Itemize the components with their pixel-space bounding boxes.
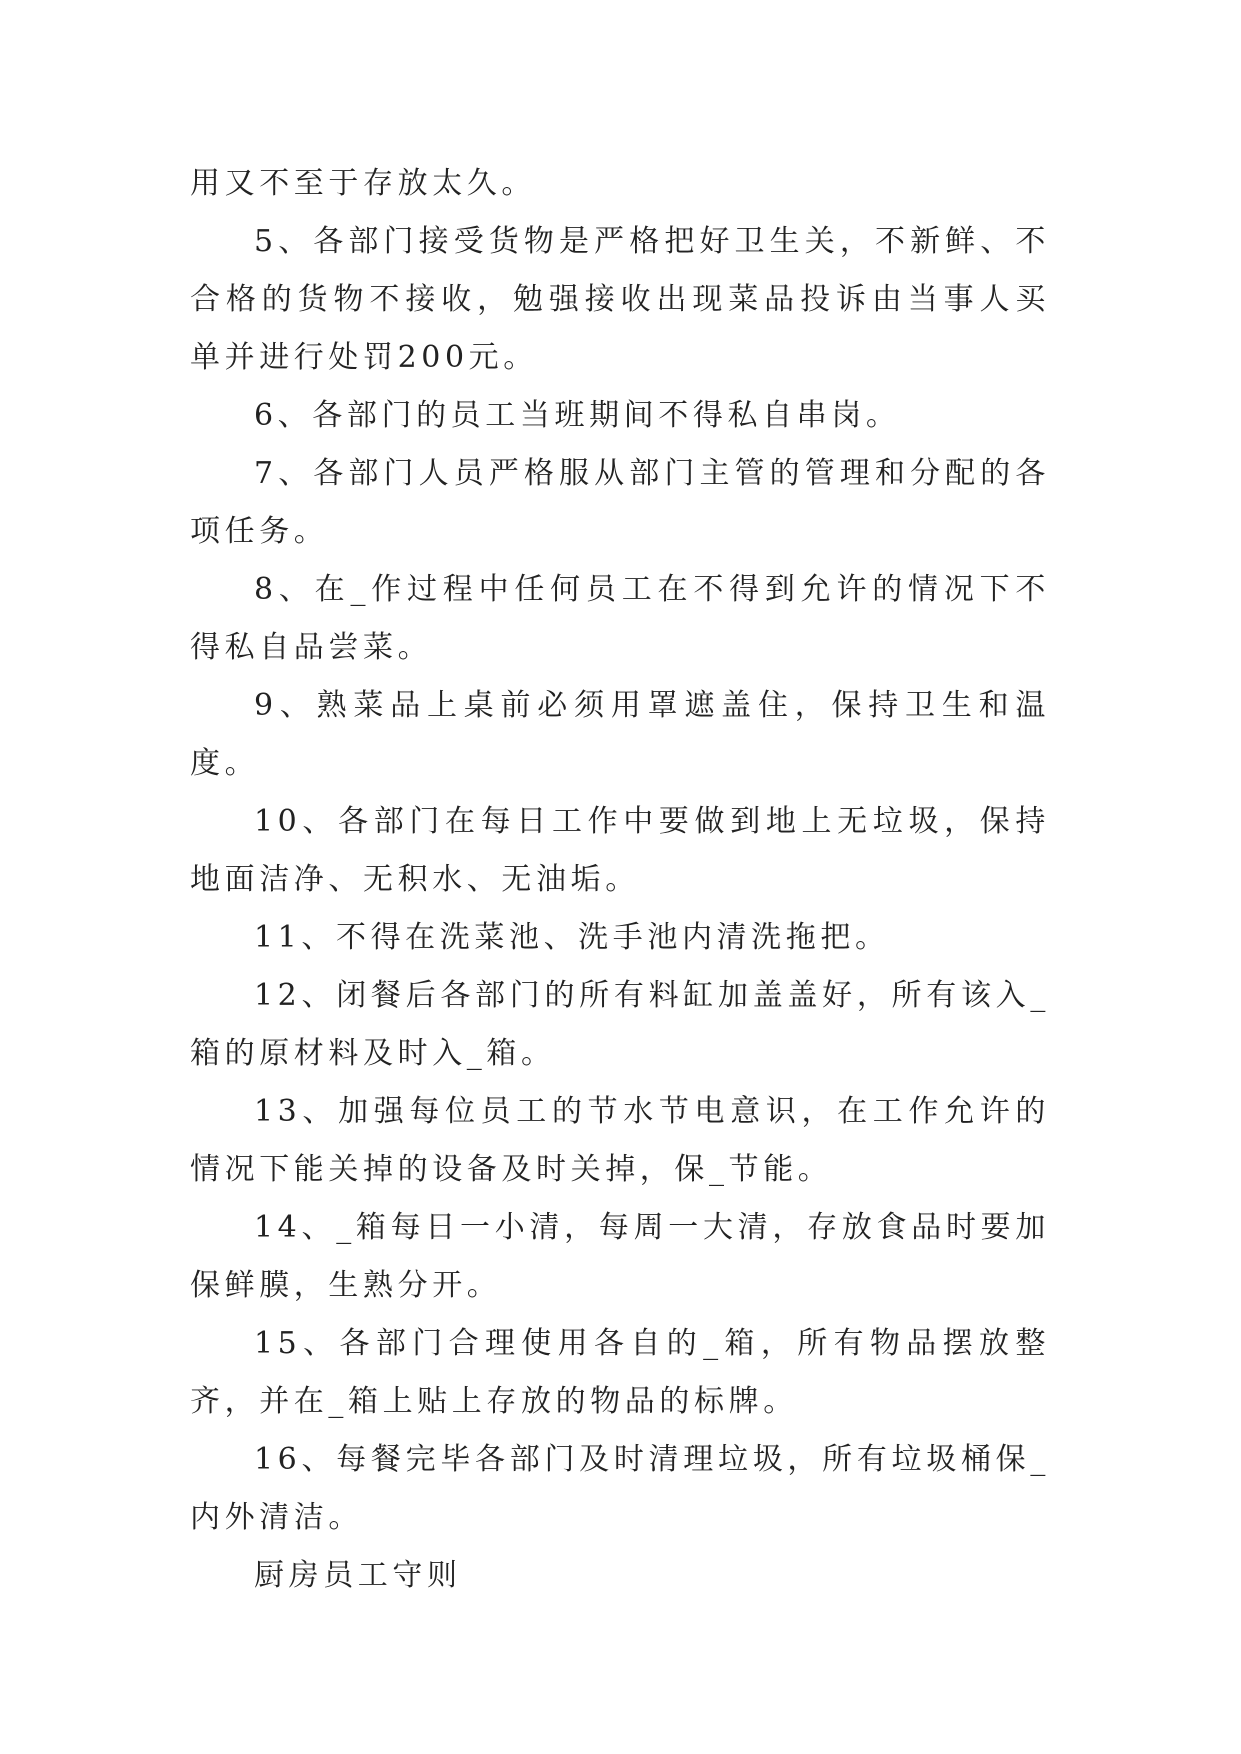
paragraph-rule-12: 12、闭餐后各部门的所有料缸加盖盖好，所有该入_箱的原材料及时入_箱。 xyxy=(190,978,1050,1071)
paragraph-rule-6: 6、各部门的员工当班期间不得私自串岗。 xyxy=(254,398,901,433)
paragraph-rule-16: 16、每餐完毕各部门及时清理垃圾，所有垃圾桶保_内外清洁。 xyxy=(190,1442,1050,1535)
paragraph-rule-13: 13、加强每位员工的节水节电意识，在工作允许的情况下能关掉的设备及时关掉，保_节能。 xyxy=(190,1094,1050,1187)
paragraph-rule-8: 8、在_作过程中任何员工在不得到允许的情况下不得私自品尝菜。 xyxy=(190,572,1050,665)
document-body xyxy=(190,155,1050,1605)
paragraph-rule-10: 10、各部门在每日工作中要做到地上无垃圾，保持地面洁净、无积水、无油垢。 xyxy=(190,804,1050,897)
paragraph-rule-5: 5、各部门接受货物是严格把好卫生关，不新鲜、不合格的货物不接收，勉强接收出现菜品投诉由当事人买单并进行处罚200元。 xyxy=(190,224,1050,375)
section-heading: 厨房员工守则 xyxy=(254,1558,462,1593)
paragraph-rule-14: 14、_箱每日一小清，每周一大清，存放食品时要加保鲜膜，生熟分开。 xyxy=(190,1210,1050,1303)
paragraph-rule-9: 9、熟菜品上桌前必须用罩遮盖住，保持卫生和温度。 xyxy=(190,688,1050,781)
paragraph-rule-11: 11、不得在洗菜池、洗手池内清洗拖把。 xyxy=(254,920,890,955)
paragraph-rule-15: 15、各部门合理使用各自的_箱，所有物品摆放整齐，并在_箱上贴上存放的物品的标牌。 xyxy=(190,1326,1050,1419)
paragraph-rule-7: 7、各部门人员严格服从部门主管的管理和分配的各项任务。 xyxy=(190,456,1050,549)
paragraph-continuation: 用又不至于存放太久。 xyxy=(190,166,536,201)
